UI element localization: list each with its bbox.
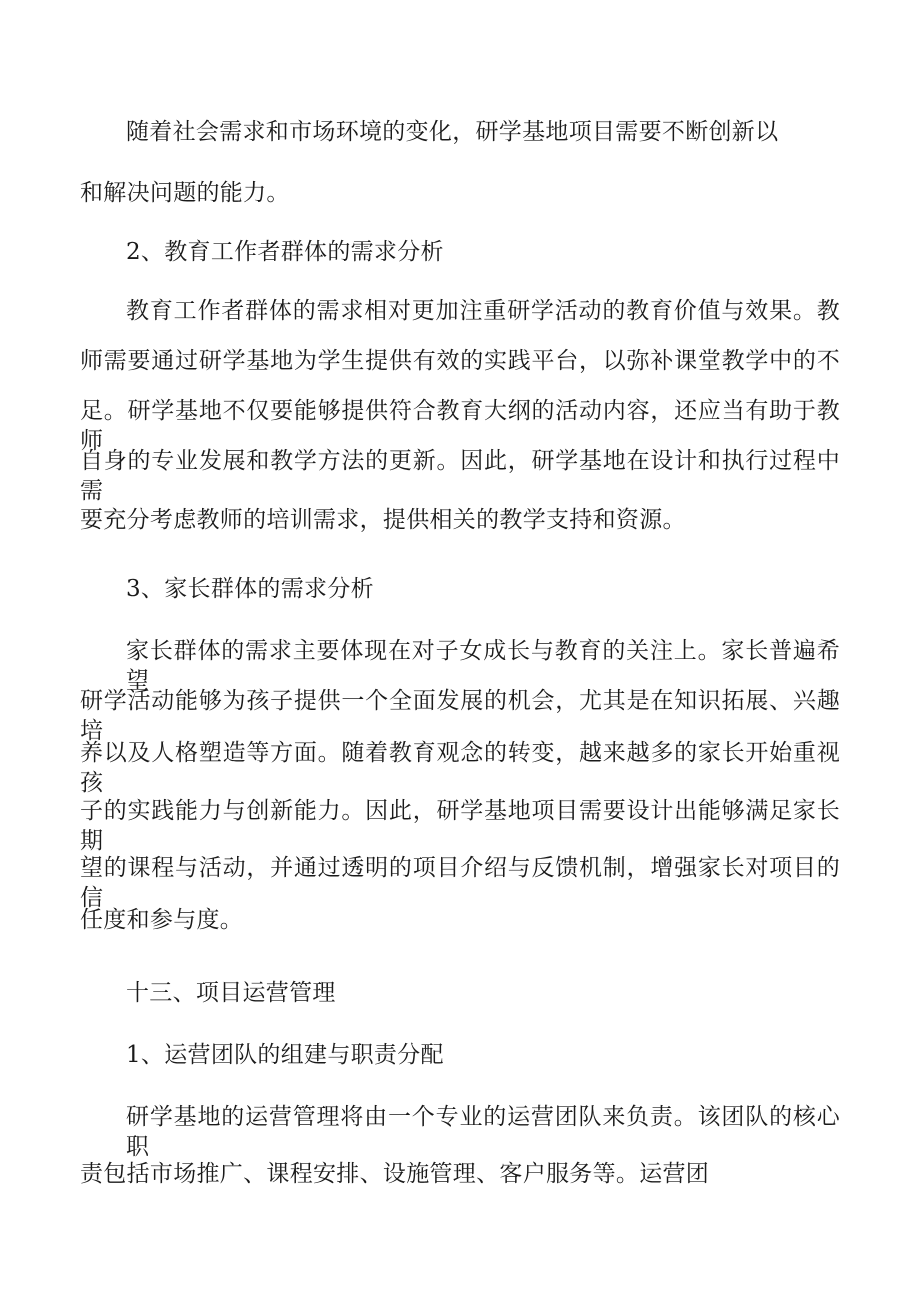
paragraph-line: 责包括市场推广、课程安排、设施管理、客户服务等。运营团 <box>80 1161 710 1187</box>
paragraph-line: 随着社会需求和市场环境的变化，研学基地项目需要不断创新以 <box>126 119 779 145</box>
section-heading: 1、运营团队的组建与职责分配 <box>126 1042 444 1068</box>
paragraph-line: 要充分考虑教师的培训需求，提供相关的教学支持和资源。 <box>80 507 686 533</box>
paragraph-line: 任度和参与度。 <box>80 907 244 933</box>
paragraph-line: 自身的专业发展和教学方法的更新。因此，研学基地在设计和执行过程中需 <box>80 448 840 504</box>
paragraph-line: 教育工作者群体的需求相对更加注重研学活动的教育价值与效果。教 <box>126 298 840 324</box>
paragraph-line: 师需要通过研学基地为学生提供有效的实践平台，以弥补课堂教学中的不 <box>80 348 840 374</box>
chapter-heading: 十三、项目运营管理 <box>126 980 336 1006</box>
paragraph-line: 望的课程与活动，并通过透明的项目介绍与反馈机制，增强家长对项目的信 <box>80 855 840 911</box>
section-heading: 3、家长群体的需求分析 <box>126 576 374 602</box>
paragraph-line: 研学基地的运营管理将由一个专业的运营团队来负责。该团队的核心职 <box>126 1104 840 1160</box>
paragraph-line: 子的实践能力与创新能力。因此，研学基地项目需要设计出能够满足家长期 <box>80 798 840 854</box>
paragraph-line: 养以及人格塑造等方面。随着教育观念的转变，越来越多的家长开始重视孩 <box>80 740 840 796</box>
paragraph-line: 研学活动能够为孩子提供一个全面发展的机会，尤其是在知识拓展、兴趣培 <box>80 688 840 744</box>
paragraph-line: 家长群体的需求主要体现在对子女成长与教育的关注上。家长普遍希望 <box>126 638 840 694</box>
paragraph-line: 足。研学基地不仅要能够提供符合教育大纲的活动内容，还应当有助于教师 <box>80 398 840 454</box>
paragraph-line: 和解决问题的能力。 <box>80 180 290 206</box>
section-heading: 2、教育工作者群体的需求分析 <box>126 239 444 265</box>
